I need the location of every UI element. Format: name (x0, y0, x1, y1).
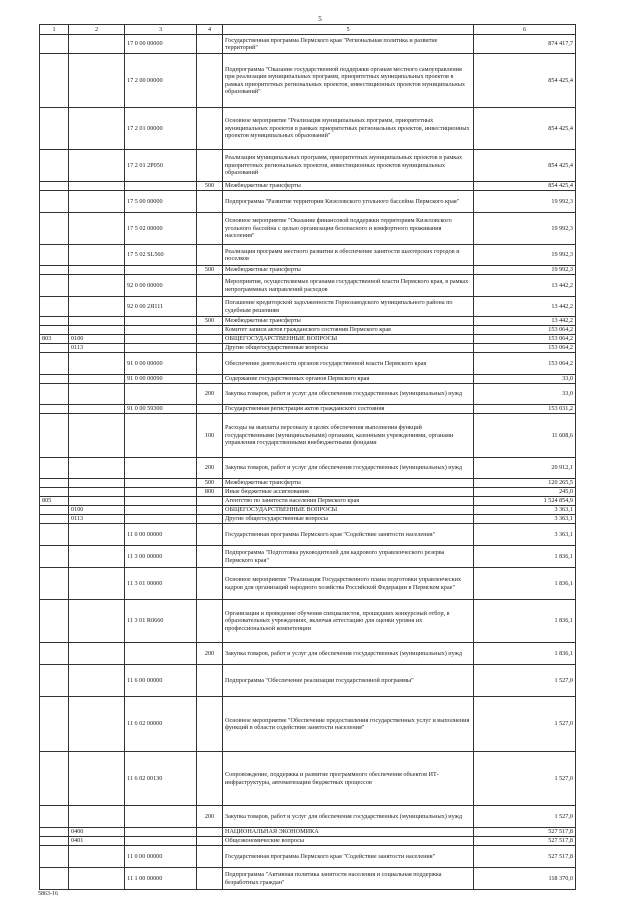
target-article-cell: 11 6 02 00000 (125, 697, 197, 752)
expense-type-cell (197, 546, 223, 568)
amount-cell: 153 031,2 (474, 405, 576, 414)
table-row (40, 752, 576, 806)
table-row (40, 191, 576, 213)
amount-cell: 13 442,2 (474, 275, 576, 297)
description-cell: Основное мероприятие "Реализация муниципальных программ, приоритетных муниципальных проектов в рамках приоритетных региональных проектов, инвестиционных проектов муниципальных образований" (223, 108, 474, 150)
column-header: 1 (40, 25, 69, 35)
table-row (40, 546, 576, 568)
expense-type-cell (197, 245, 223, 266)
admin-code-cell (40, 806, 69, 828)
admin-code-cell (40, 108, 69, 150)
table-row (40, 697, 576, 752)
expense-type-cell: 200 (197, 643, 223, 665)
description-cell: Подпрограмма "Развитие территории Кизеловского угольного бассейна Пермского края" (223, 191, 474, 213)
section-code-cell (69, 568, 125, 600)
section-code-cell (69, 182, 125, 191)
target-article-cell (125, 806, 197, 828)
expense-type-cell (197, 335, 223, 344)
target-article-cell: 17 2 01 00000 (125, 108, 197, 150)
expense-type-cell (197, 868, 223, 890)
amount-cell: 527 517,8 (474, 837, 576, 846)
amount-cell: 153 064,2 (474, 353, 576, 375)
admin-code-cell (40, 191, 69, 213)
target-article-cell (125, 497, 197, 506)
table-row (40, 275, 576, 297)
section-code-cell (69, 405, 125, 414)
table-row (40, 375, 576, 384)
target-article-cell: 17 2 01 2Р050 (125, 150, 197, 182)
amount-cell: 19 992,3 (474, 213, 576, 245)
description-cell: ОБЩЕГОСУДАРСТВЕННЫЕ ВОПРОСЫ (223, 506, 474, 515)
admin-code-cell (40, 344, 69, 353)
expense-type-cell: 500 (197, 266, 223, 275)
expense-type-cell (197, 405, 223, 414)
table-row (40, 326, 576, 335)
description-cell: Комитет записи актов гражданского состояния Пермского края (223, 326, 474, 335)
admin-code-cell (40, 35, 69, 54)
target-article-cell: 92 0 00 2Я111 (125, 297, 197, 317)
admin-code-cell (40, 405, 69, 414)
table-row (40, 297, 576, 317)
target-article-cell: 91 0 00 00090 (125, 375, 197, 384)
admin-code-cell (40, 245, 69, 266)
section-code-cell (69, 317, 125, 326)
table-row (40, 806, 576, 828)
target-article-cell: 11 1 00 00000 (125, 868, 197, 890)
description-cell: Реализация муниципальных программ, приоритетных муниципальных проектов в рамках приоритетных региональных проектов, инвестиционных проектов муниципальных образований (223, 150, 474, 182)
amount-cell: 3 363,1 (474, 515, 576, 524)
amount-cell: 118 370,0 (474, 868, 576, 890)
section-code-cell (69, 353, 125, 375)
expense-type-cell: 500 (197, 182, 223, 191)
table-row (40, 506, 576, 515)
admin-code-cell (40, 479, 69, 488)
column-header: 3 (125, 25, 197, 35)
admin-code-cell (40, 600, 69, 643)
amount-cell: 527 517,8 (474, 828, 576, 837)
description-cell: Содержание государственных органов Пермского края (223, 375, 474, 384)
expense-type-cell (197, 150, 223, 182)
admin-code-cell (40, 488, 69, 497)
expense-type-cell (197, 108, 223, 150)
section-code-cell (69, 213, 125, 245)
table-row (40, 108, 576, 150)
description-cell: Организация и проведение обучения специалистов, прошедших конкурсный отбор, в образовательных учреждениях, включая аттестацию для оценки уровня их профессиональной компетенции (223, 600, 474, 643)
section-code-cell (69, 497, 125, 506)
description-cell: Закупка товаров, работ и услуг для обеспечения государственных (муниципальных) нужд (223, 458, 474, 479)
expense-type-cell: 500 (197, 317, 223, 326)
expense-type-cell (197, 828, 223, 837)
section-code-cell (69, 375, 125, 384)
description-cell: Межбюджетные трансферты (223, 317, 474, 326)
target-article-cell (125, 488, 197, 497)
amount-cell: 854 425,4 (474, 54, 576, 108)
section-code-cell (69, 54, 125, 108)
description-cell: Закупка товаров, работ и услуг для обеспечения государственных (муниципальных) нужд (223, 643, 474, 665)
table-row (40, 828, 576, 837)
table-row (40, 665, 576, 697)
admin-code-cell (40, 458, 69, 479)
admin-code-cell (40, 384, 69, 405)
expense-type-cell (197, 515, 223, 524)
target-article-cell: 91 0 00 00000 (125, 353, 197, 375)
target-article-cell (125, 335, 197, 344)
target-article-cell: 11 3 00 00000 (125, 546, 197, 568)
section-code-cell: 0100 (69, 506, 125, 515)
section-code-cell (69, 35, 125, 54)
amount-cell: 13 442,2 (474, 317, 576, 326)
amount-cell: 13 442,2 (474, 297, 576, 317)
admin-code-cell (40, 546, 69, 568)
target-article-cell: 11 3 01 00000 (125, 568, 197, 600)
description-cell: Государственная регистрация актов гражданского состояния (223, 405, 474, 414)
section-code-cell (69, 665, 125, 697)
amount-cell: 120 265,5 (474, 479, 576, 488)
admin-code-cell (40, 665, 69, 697)
expense-type-cell (197, 213, 223, 245)
amount-cell: 33,0 (474, 375, 576, 384)
admin-code-cell: 803 (40, 335, 69, 344)
amount-cell: 854 425,4 (474, 182, 576, 191)
section-code-cell (69, 697, 125, 752)
admin-code-cell (40, 182, 69, 191)
description-cell: Другие общегосударственные вопросы (223, 515, 474, 524)
amount-cell: 1 527,0 (474, 697, 576, 752)
section-code-cell: 0113 (69, 344, 125, 353)
amount-cell: 3 363,1 (474, 506, 576, 515)
admin-code-cell (40, 54, 69, 108)
section-code-cell (69, 150, 125, 182)
target-article-cell: 11 3 01 R0660 (125, 600, 197, 643)
section-code-cell: 0400 (69, 828, 125, 837)
description-cell: Подпрограмма "Подготовка руководителей для кадрового управленческого резерва Пермского края" (223, 546, 474, 568)
expense-type-cell (197, 568, 223, 600)
expense-type-cell (197, 353, 223, 375)
section-code-cell (69, 326, 125, 335)
column-header: 5 (223, 25, 474, 35)
table-row (40, 600, 576, 643)
amount-cell: 19 992,3 (474, 191, 576, 213)
target-article-cell (125, 384, 197, 405)
amount-cell: 245,0 (474, 488, 576, 497)
section-code-cell (69, 752, 125, 806)
target-article-cell: 11 6 00 00000 (125, 665, 197, 697)
description-cell: Общеэкономические вопросы (223, 837, 474, 846)
table-row (40, 35, 576, 54)
expense-type-cell (197, 524, 223, 546)
table-row (40, 150, 576, 182)
page-number: 5 (318, 15, 322, 23)
target-article-cell: 11 0 00 00000 (125, 846, 197, 868)
section-code-cell (69, 384, 125, 405)
target-article-cell (125, 182, 197, 191)
section-code-cell: 0401 (69, 837, 125, 846)
target-article-cell (125, 414, 197, 458)
expense-type-cell (197, 275, 223, 297)
target-article-cell (125, 317, 197, 326)
table-row (40, 643, 576, 665)
expense-type-cell: 200 (197, 458, 223, 479)
description-cell: Государственная программа Пермского края "Содействие занятости населения" (223, 846, 474, 868)
section-code-cell (69, 191, 125, 213)
admin-code-cell (40, 568, 69, 600)
table-row (40, 837, 576, 846)
table-row (40, 458, 576, 479)
expense-type-cell (197, 697, 223, 752)
section-code-cell (69, 458, 125, 479)
admin-code-cell (40, 506, 69, 515)
target-article-cell: 11 0 00 00000 (125, 524, 197, 546)
target-article-cell (125, 643, 197, 665)
admin-code-cell (40, 353, 69, 375)
section-code-cell (69, 297, 125, 317)
target-article-cell (125, 458, 197, 479)
table-row (40, 182, 576, 191)
amount-cell: 854 425,4 (474, 150, 576, 182)
admin-code-cell (40, 828, 69, 837)
description-cell: Мероприятия, осуществляемые органами государственной власти Пермского края, в рамках непрограммных направлений расходов (223, 275, 474, 297)
target-article-cell (125, 837, 197, 846)
amount-cell: 19 992,3 (474, 266, 576, 275)
admin-code-cell (40, 414, 69, 458)
amount-cell: 1 836,1 (474, 568, 576, 600)
expense-type-cell (197, 297, 223, 317)
column-header: 4 (197, 25, 223, 35)
table-row (40, 868, 576, 890)
section-code-cell (69, 868, 125, 890)
section-code-cell (69, 479, 125, 488)
section-code-cell (69, 266, 125, 275)
table-row (40, 353, 576, 375)
description-cell: Иные бюджетные ассигнования (223, 488, 474, 497)
table-row (40, 54, 576, 108)
expense-type-cell (197, 752, 223, 806)
column-header: 2 (69, 25, 125, 35)
target-article-cell (125, 479, 197, 488)
admin-code-cell (40, 524, 69, 546)
admin-code-cell (40, 837, 69, 846)
description-cell: Обеспечение деятельности органов государственной власти Пермского края (223, 353, 474, 375)
description-cell: Основное мероприятие "Оказание финансовой поддержки территориям Кизеловского угольного бассейна с целью организации безопасного и комфортного проживания населения" (223, 213, 474, 245)
target-article-cell: 17 2 00 00000 (125, 54, 197, 108)
amount-cell: 33,0 (474, 384, 576, 405)
table-row (40, 414, 576, 458)
section-code-cell (69, 245, 125, 266)
target-article-cell: 92 0 00 00000 (125, 275, 197, 297)
admin-code-cell (40, 846, 69, 868)
amount-cell: 3 363,1 (474, 524, 576, 546)
expense-type-cell (197, 35, 223, 54)
expense-type-cell: 800 (197, 488, 223, 497)
admin-code-cell (40, 697, 69, 752)
amount-cell: 854 425,4 (474, 108, 576, 150)
table-row (40, 568, 576, 600)
section-code-cell (69, 488, 125, 497)
table-row (40, 344, 576, 353)
amount-cell: 527 517,8 (474, 846, 576, 868)
table-row (40, 515, 576, 524)
target-article-cell (125, 266, 197, 275)
expense-type-cell (197, 665, 223, 697)
description-cell: Закупка товаров, работ и услуг для обеспечения государственных (муниципальных) нужд (223, 806, 474, 828)
description-cell: Подпрограмма "Обеспечение реализации государственной программы" (223, 665, 474, 697)
amount-cell: 1 836,1 (474, 643, 576, 665)
description-cell: Подпрограмма "Активная политика занятости населения и социальная поддержка безработных граждан" (223, 868, 474, 890)
section-code-cell: 0100 (69, 335, 125, 344)
description-cell: Реализация программ местного развития и обеспечение занятости шахтерских городов и поселков (223, 245, 474, 266)
footer-code: 5863-16 (38, 891, 58, 897)
expense-type-cell (197, 846, 223, 868)
target-article-cell: 91 0 00 59300 (125, 405, 197, 414)
expense-type-cell (197, 191, 223, 213)
column-header: 6 (474, 25, 576, 35)
target-article-cell (125, 828, 197, 837)
admin-code-cell (40, 275, 69, 297)
admin-code-cell (40, 375, 69, 384)
target-article-cell (125, 344, 197, 353)
section-code-cell (69, 600, 125, 643)
expense-type-cell (197, 375, 223, 384)
description-cell: Другие общегосударственные вопросы (223, 344, 474, 353)
table-row (40, 245, 576, 266)
expense-type-cell: 500 (197, 479, 223, 488)
admin-code-cell (40, 515, 69, 524)
section-code-cell (69, 275, 125, 297)
amount-cell: 1 527,0 (474, 752, 576, 806)
description-cell: Межбюджетные трансферты (223, 479, 474, 488)
target-article-cell (125, 326, 197, 335)
description-cell: Межбюджетные трансферты (223, 266, 474, 275)
amount-cell: 1 527,0 (474, 665, 576, 697)
description-cell: Государственная программа Пермского края "Содействие занятости населения" (223, 524, 474, 546)
target-article-cell: 17 5 00 00000 (125, 191, 197, 213)
admin-code-cell (40, 150, 69, 182)
section-code-cell (69, 524, 125, 546)
amount-cell: 1 527,0 (474, 806, 576, 828)
expense-type-cell: 200 (197, 384, 223, 405)
section-code-cell (69, 414, 125, 458)
amount-cell: 1 836,1 (474, 546, 576, 568)
table-row (40, 405, 576, 414)
table-row (40, 384, 576, 405)
description-cell: Расходы на выплаты персоналу в целях обеспечения выполнения функций государственными (муниципальными) органами, казенными учреждениями, органами управления государственными внебюджетными фондами (223, 414, 474, 458)
section-code-cell (69, 546, 125, 568)
description-cell: Государственная программа Пермского края "Региональная политика и развитие территорий" (223, 35, 474, 54)
amount-cell: 153 064,2 (474, 335, 576, 344)
description-cell: Сопровождение, поддержка и развитие программного обеспечения объектов ИТ-инфраструктуры, автоматизации бюджетных процессов (223, 752, 474, 806)
admin-code-cell (40, 326, 69, 335)
table-row (40, 497, 576, 506)
admin-code-cell (40, 643, 69, 665)
amount-cell: 20 912,1 (474, 458, 576, 479)
table-row (40, 524, 576, 546)
table-row (40, 335, 576, 344)
table-row (40, 846, 576, 868)
admin-code-cell (40, 752, 69, 806)
description-cell: Закупка товаров, работ и услуг для обеспечения государственных (муниципальных) нужд (223, 384, 474, 405)
table-row (40, 317, 576, 326)
admin-code-cell: 805 (40, 497, 69, 506)
target-article-cell: 17 5 02 SL560 (125, 245, 197, 266)
amount-cell: 11 608,6 (474, 414, 576, 458)
expense-type-cell (197, 54, 223, 108)
amount-cell: 1 524 854,9 (474, 497, 576, 506)
admin-code-cell (40, 317, 69, 326)
description-cell: Основное мероприятие "Реализация Государственного плана подготовки управленческих кадров для организаций народного хозяйства Российской Федерации в Пермском крае" (223, 568, 474, 600)
expense-type-cell (197, 497, 223, 506)
expense-type-cell: 100 (197, 414, 223, 458)
budget-table (39, 24, 576, 890)
description-cell: НАЦИОНАЛЬНАЯ ЭКОНОМИКА (223, 828, 474, 837)
expense-type-cell (197, 506, 223, 515)
expense-type-cell (197, 326, 223, 335)
admin-code-cell (40, 297, 69, 317)
amount-cell: 874 417,7 (474, 35, 576, 54)
amount-cell: 1 836,1 (474, 600, 576, 643)
target-article-cell (125, 506, 197, 515)
description-cell: ОБЩЕГОСУДАРСТВЕННЫЕ ВОПРОСЫ (223, 335, 474, 344)
target-article-cell (125, 515, 197, 524)
description-cell: Агентство по занятости населения Пермского края (223, 497, 474, 506)
amount-cell: 19 992,3 (474, 245, 576, 266)
section-code-cell: 0113 (69, 515, 125, 524)
section-code-cell (69, 643, 125, 665)
admin-code-cell (40, 868, 69, 890)
expense-type-cell (197, 344, 223, 353)
section-code-cell (69, 846, 125, 868)
table-header-row (40, 25, 576, 35)
expense-type-cell (197, 837, 223, 846)
description-cell: Межбюджетные трансферты (223, 182, 474, 191)
description-cell: Основное мероприятие "Обеспечение предоставления государственных услуг и выполнения функций в области содействия занятости населения" (223, 697, 474, 752)
admin-code-cell (40, 213, 69, 245)
description-cell: Погашение кредиторской задолженности Горнозаводского муниципального района по судебным решениям (223, 297, 474, 317)
table-row (40, 213, 576, 245)
table-row (40, 488, 576, 497)
description-cell: Подпрограмма "Оказание государственной поддержки органам местного самоуправления при реализации муниципальных программ, приоритетных муниципальных проектов в рамках приоритетных региональных проектов, инвестиционных проектов муниципальных образований" (223, 54, 474, 108)
table-row (40, 479, 576, 488)
target-article-cell: 11 6 02 00130 (125, 752, 197, 806)
amount-cell: 153 064,2 (474, 344, 576, 353)
amount-cell: 153 064,2 (474, 326, 576, 335)
table-row (40, 266, 576, 275)
expense-type-cell (197, 600, 223, 643)
section-code-cell (69, 806, 125, 828)
admin-code-cell (40, 266, 69, 275)
section-code-cell (69, 108, 125, 150)
target-article-cell: 17 5 02 00000 (125, 213, 197, 245)
target-article-cell: 17 0 00 00000 (125, 35, 197, 54)
expense-type-cell: 200 (197, 806, 223, 828)
